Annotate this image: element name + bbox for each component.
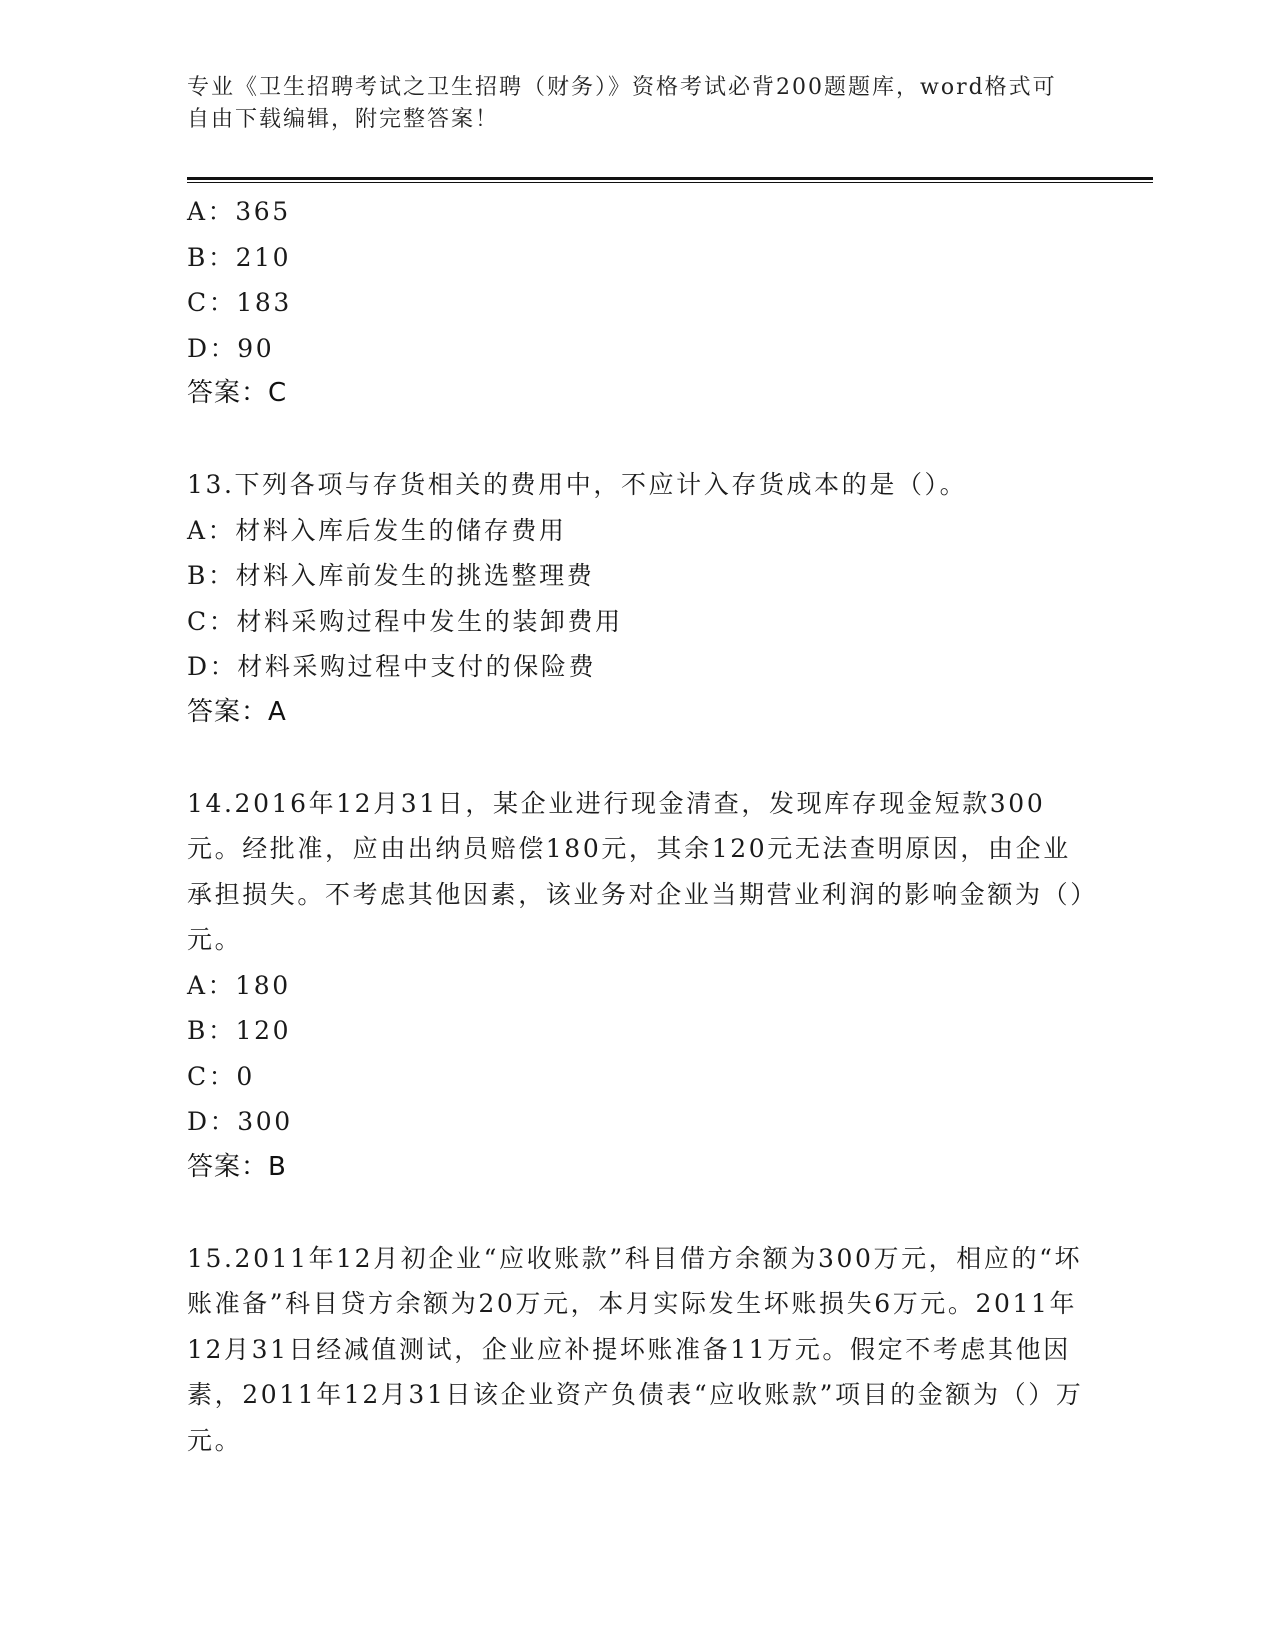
question-content: [187, 189, 1087, 1463]
q13-option-d: D：材料采购过程中支付的保险费: [187, 652, 597, 681]
spacer: [187, 1190, 1087, 1236]
q13-option-a: A：材料入库后发生的储存费用: [187, 515, 567, 545]
q14-option-d: D：300: [187, 1107, 293, 1136]
spacer: [187, 735, 1087, 781]
q13-option-c: C：材料采购过程中发生的装卸费用: [187, 606, 623, 636]
option-d: D：90: [187, 333, 275, 363]
question-14-text: 14.2016年12月31日，某企业进行现金清查，发现库存现金短款300元。经批准，应由出纳员赔偿180元，其余120元无法查明原因，由企业承担损失。不考虑其他因素，该业务对企业当期营业利润的影响金额为（）元。: [187, 788, 1086, 954]
q14-option-b: B：120: [187, 1016, 292, 1045]
spacer: [187, 417, 1087, 463]
q14-option-a: A：180: [187, 970, 291, 1000]
header-rule-thin: [187, 182, 1153, 183]
answer-line: 答案：C: [187, 378, 288, 408]
question-13-text: 13.下列各项与存货相关的费用中，不应计入存货成本的是（）。: [187, 470, 968, 499]
q14-answer: 答案：B: [187, 1151, 287, 1182]
question-15-text: 15.2011年12月初企业“应收账款”科目借方余额为300万元，相应的“坏账准备”科目贷方余额为20万元，本月实际发生坏账损失6万元。2011年12月31日经减值测试，企业应补提坏账准备11万元。假定不考虑其他因素，2011年12月31日该企业资产负债表“应收账款”项目的金额为（）万元。: [187, 1243, 1084, 1455]
q13-option-b: B：材料入库前发生的挑选整理费: [187, 561, 595, 590]
q14-option-c: C：0: [187, 1061, 255, 1091]
q13-answer: 答案：A: [187, 696, 287, 727]
option-b: B：210: [187, 242, 292, 272]
option-c: C：183: [187, 288, 292, 317]
option-a: A：365: [187, 197, 291, 226]
header-rule-thick: [187, 177, 1153, 180]
document-header: 专业《卫生招聘考试之卫生招聘（财务）》资格考试必背200题题库，word格式可自由下载编辑，附完整答案！: [187, 75, 1057, 132]
